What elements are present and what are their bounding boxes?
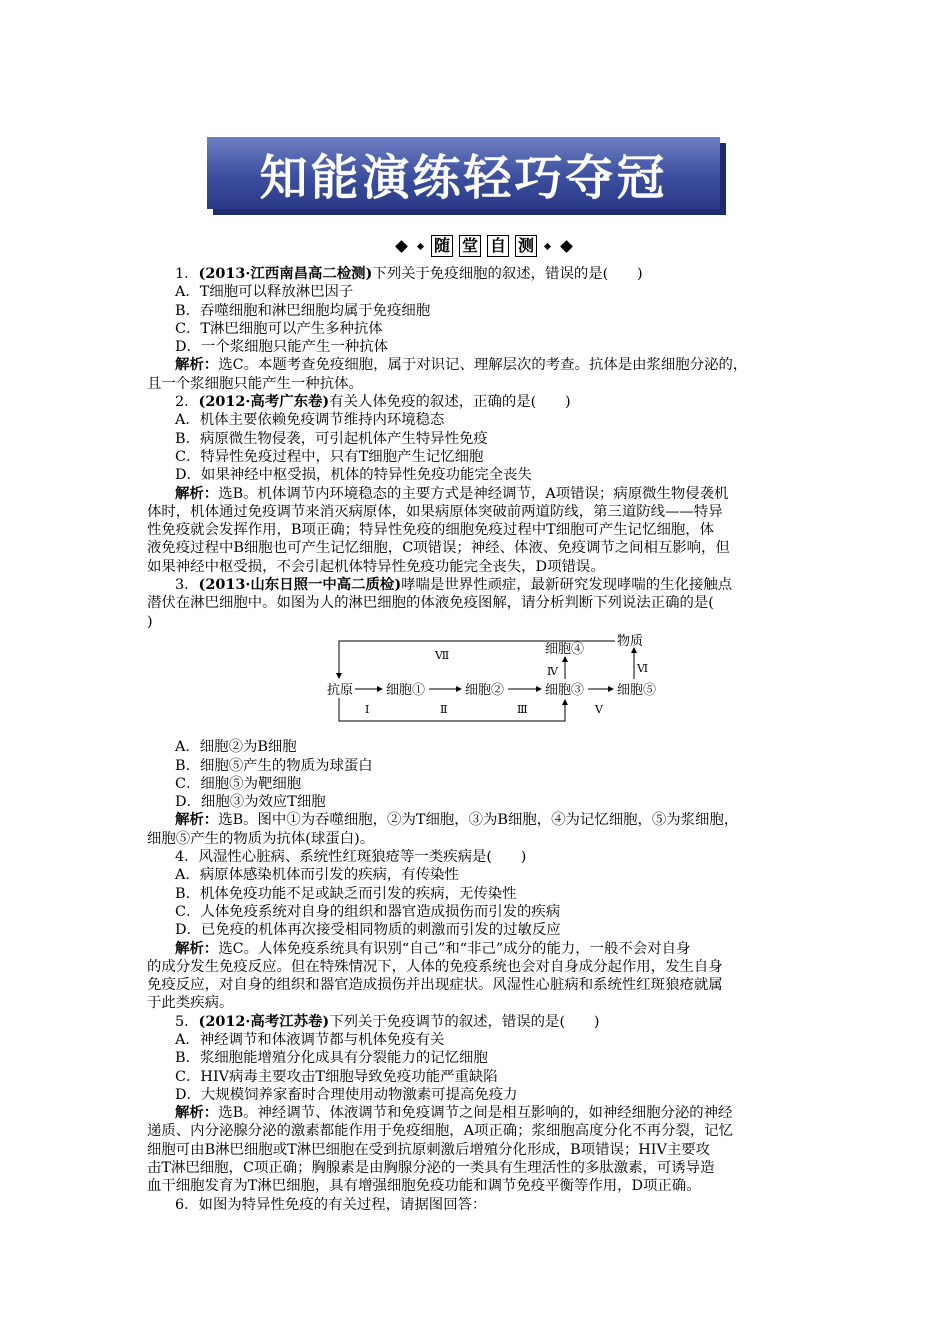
option: C．人体免疫系统对自身的组织和器官造成损伤而引发的疾病	[175, 903, 561, 920]
analysis-line: 血干细胞发育为T淋巴细胞，具有增强细胞免疫功能和调节免疫平衡等作用，D项正确。	[147, 1178, 701, 1195]
option: A．神经调节和体液调节都与机体免疫有关	[175, 1031, 445, 1048]
section-heading	[392, 233, 576, 259]
option: A．T细胞可以释放淋巴因子	[175, 284, 354, 301]
arrow-bypass	[339, 698, 565, 721]
humoral-immunity-diagram	[325, 633, 657, 727]
banner-title: 知能演练轻巧夺冠	[259, 149, 668, 206]
analysis: 解析：选B。神经调节、体液调节和免疫调节之间是相互影响的，如神经细胞分泌的神经	[175, 1104, 733, 1122]
analysis-line: 性免疫就会发挥作用，B项正确；特异性免疫的细胞免疫过程中T细胞可产生记忆细胞，体	[147, 522, 715, 539]
option: D．一个浆细胞只能产生一种抗体	[175, 339, 389, 356]
step-5: Ⅴ	[595, 702, 603, 716]
step-1: Ⅰ	[365, 702, 370, 716]
step-6: Ⅵ	[637, 661, 649, 675]
analysis-line: 于此类疾病。	[147, 995, 234, 1012]
analysis-line: 细胞⑤产生的物质为抗体(球蛋白)。	[147, 830, 375, 847]
node-cell-4: 细胞④	[545, 641, 585, 657]
question-1-stem: 1．(2013·江西南昌高二检测)下列关于免疫细胞的叙述，错误的是( )	[175, 265, 643, 282]
node-cell-2: 细胞②	[465, 682, 505, 698]
option: B．细胞⑤产生的物质为球蛋白	[175, 757, 373, 774]
option: D．已免疫的机体再次接受相同物质的刺激而引发的过敏反应	[175, 922, 561, 939]
option: C．HIV病毒主要攻击T细胞导致免疫功能严重缺陷	[175, 1068, 498, 1085]
title-banner	[207, 137, 720, 209]
option: B．机体免疫功能不足或缺乏而引发的疾病，无传染性	[175, 885, 517, 902]
analysis-line: 如果神经中枢受损，不会引起机体特异性免疫功能完全丧失，D项错误。	[147, 558, 605, 575]
question-3-stem-line: 潜伏在淋巴细胞中。如图为人的淋巴细胞的体液免疫图解，请分析判断下列说法正确的是(	[147, 595, 714, 612]
section-char: 测	[515, 235, 537, 257]
analysis: 解析：选B。图中①为吞噬细胞，②为T细胞，③为B细胞，④为记忆细胞，⑤为浆细胞，	[175, 811, 739, 829]
small-diamond-icon	[417, 242, 424, 249]
analysis-line: 且一个浆细胞只能产生一种抗体。	[147, 375, 363, 392]
option: D．细胞③为效应T细胞	[175, 794, 326, 811]
option: B．病原微生物侵袭，可引起机体产生特异性免疫	[175, 430, 488, 447]
question-3-stem: 3．(2013·山东日照一中高二质检)哮喘是世界性顽症，最新研究发现哮喘的生化接触点	[175, 576, 733, 594]
node-cell-1: 细胞①	[386, 682, 426, 698]
question-5-stem: 5．(2012·高考江苏卷)下列关于免疫调节的叙述，错误的是( )	[175, 1012, 600, 1030]
option: D．如果神经中枢受损，机体的特异性免疫功能完全丧失	[175, 467, 532, 484]
question-3-stem-line: )	[147, 613, 153, 630]
question-2-stem: 2．(2012·高考广东卷)有关人体免疫的叙述，正确的是( )	[175, 393, 571, 411]
exercise-content	[147, 265, 807, 1214]
step-4: Ⅳ	[547, 664, 558, 678]
option: A．病原体感染机体而引发的疾病，有传染性	[175, 867, 459, 884]
analysis-line: 免疫反应，对自身的组织和器官造成损伤并出现症状。风湿性心脏病和系统性红斑狼疮就属	[147, 977, 723, 994]
option: B．浆细胞能增殖分化成具有分裂能力的记忆细胞	[175, 1050, 488, 1067]
node-antigen: 抗原	[327, 682, 354, 698]
step-2: Ⅱ	[440, 702, 448, 716]
section-char: 随	[431, 235, 453, 257]
small-diamond-icon	[544, 242, 551, 249]
step-7: Ⅶ	[435, 648, 450, 662]
node-substance: 物质	[617, 633, 644, 649]
diamond-icon	[560, 240, 573, 253]
section-char: 自	[487, 235, 509, 257]
diamond-icon	[395, 240, 408, 253]
analysis-line: 递质、内分泌腺分泌的激素都能作用于免疫细胞，A项正确；浆细胞高度分化不再分裂，记忆	[147, 1123, 734, 1140]
option: A．机体主要依赖免疫调节维持内环境稳态	[175, 412, 445, 429]
option: C．特异性免疫过程中，只有T细胞产生记忆细胞	[175, 448, 484, 465]
analysis: 解析：选C。本题考查免疫细胞，属于对识记、理解层次的考查。抗体是由浆细胞分泌的，	[175, 356, 748, 374]
analysis-line: 液免疫过程中B细胞也可产生记忆细胞，C项错误；神经、体液、免疫调节之间相互影响，但	[147, 540, 730, 557]
analysis-line: 体时，机体通过免疫调节来消灭病原体，如果病原体突破前两道防线，第三道防线——特异	[147, 503, 723, 520]
analysis: 解析：选B。机体调节内环境稳态的主要方式是神经调节，A项错误；病原微生物侵袭机	[175, 484, 729, 502]
node-cell-5: 细胞⑤	[617, 682, 657, 698]
option: A．细胞②为B细胞	[175, 739, 297, 756]
question-6-stem: 6．如图为特异性免疫的有关过程，请据图回答：	[175, 1196, 487, 1213]
node-cell-3: 细胞③	[545, 682, 585, 698]
option: C．细胞⑤为靶细胞	[175, 775, 302, 792]
section-char: 堂	[459, 235, 481, 257]
analysis: 解析：选C。人体免疫系统具有识别“自己”和“非己”成分的能力，一般不会对自身	[175, 939, 691, 957]
option: C．T淋巴细胞可以产生多种抗体	[175, 320, 383, 337]
analysis-line: 的成分发生免疫反应。但在特殊情况下，人体的免疫系统也会对自身成分起作用，发生自身	[147, 958, 723, 975]
step-3: Ⅲ	[517, 702, 528, 716]
question-4-stem: 4．风湿性心脏病、系统性红斑狼疮等一类疾病是( )	[175, 849, 527, 866]
analysis-line: 击T淋巴细胞，C项正确；胸腺素是由胸腺分泌的一类具有生理活性的多肽激素，可诱导造	[147, 1160, 715, 1177]
analysis-line: 细胞可由B淋巴细胞或T淋巴细胞在受到抗原刺激后增殖分化形成，B项错误；HIV主要攻	[147, 1141, 711, 1158]
option: B．吞噬细胞和淋巴细胞均属于免疫细胞	[175, 302, 431, 319]
option: D．大规模饲养家畜时合理使用动物激素可提高免疫力	[175, 1086, 518, 1103]
